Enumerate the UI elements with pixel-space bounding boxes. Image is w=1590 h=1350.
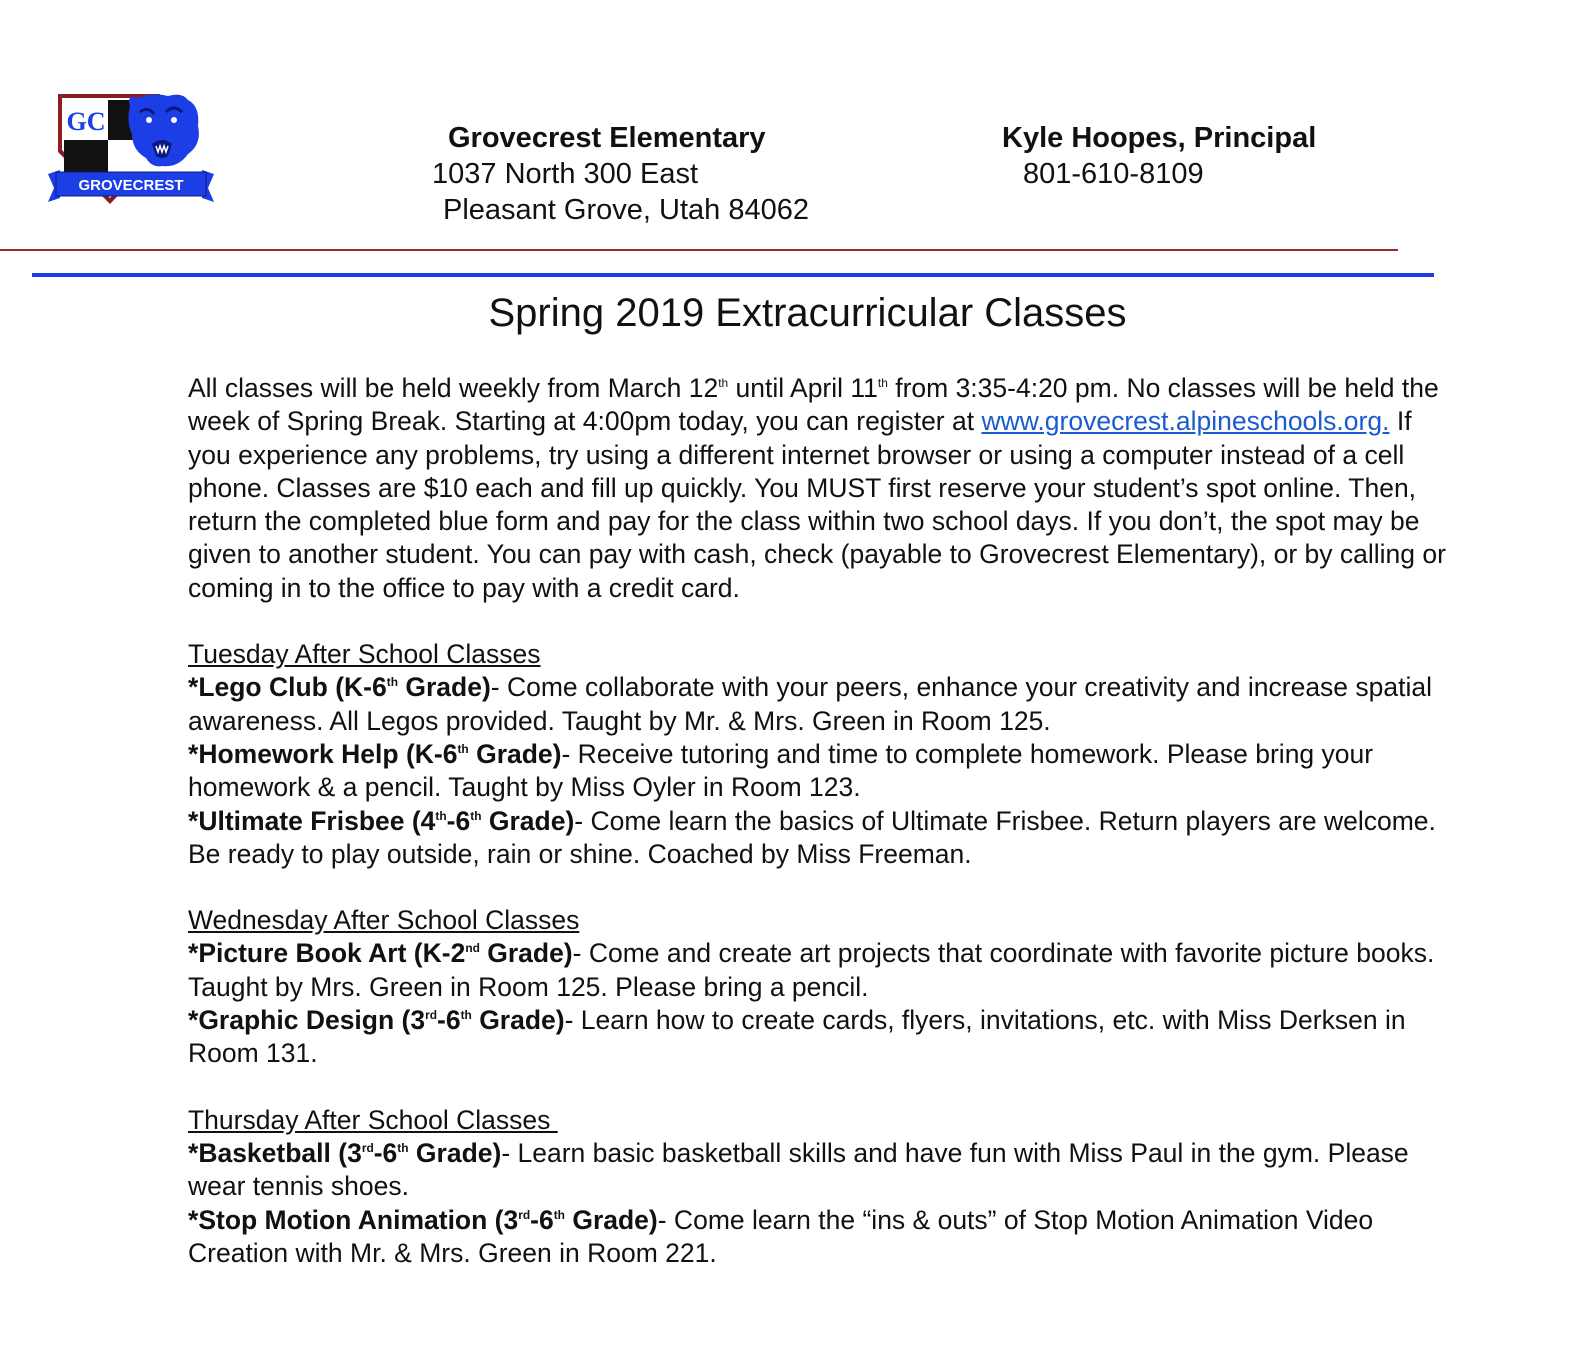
intro-text-1: All classes will be held weekly from March 12 [188,373,719,403]
thursday-heading: Thursday After School Classes [188,1104,558,1135]
tuesday-heading: Tuesday After School Classes [188,639,541,670]
intro-sup-2: th [877,375,888,390]
class-ultimate-frisbee: *Ultimate Frisbee (4th-6th Grade)- Come learn the basics of Ultimate Frisbee. Return players are welcome. Be ready to play outside, rain or shine. Coached by Miss Freeman. [188,805,1436,869]
registration-link[interactable]: www.grovecrest.alpineschools.org. [981,406,1390,437]
class-lego-club: *Lego Club (K-6th Grade)- Come collaborate with your peers, enhance your creativity and increase spatial awareness. All Legos provided. Taught by Mr. & Mrs. Green in Room 125. [188,672,1433,736]
class-basketball: *Basketball (3rd-6th Grade)- Learn basic basketball skills and have fun with Miss Paul in the gym. Please wear tennis shoes. [188,1137,1409,1202]
class-stop-motion-animation: *Stop Motion Animation (3rd-6th Grade)- Come learn the “ins & outs” of Stop Motion Animation Video Creation with Mr. & Mrs. Green in Room 221. [188,1204,1374,1268]
class-homework-help: *Homework Help (K-6th Grade)- Receive tutoring and time to complete homework. Please bring your homework & a pencil. Taught by Miss Oyler in Room 123. [188,738,1374,803]
logo-banner-text: GROVECREST [78,177,184,194]
school-logo [48,92,218,212]
intro-paragraph [188,372,1453,605]
address-line-1: 1037 North 300 East [432,158,699,190]
class-graphic-design: *Graphic Design (3rd-6th Grade)- Learn how to create cards, flyers, invitations, etc. with Miss Derksen in Room 131. [188,1005,1406,1069]
address-line-2: Pleasant Grove, Utah 84062 [443,194,809,226]
intro-text-2: until April 11 [728,373,878,403]
document-body [188,372,1453,1270]
header-divider-blue [32,273,1434,277]
header-divider-red [0,249,1398,251]
intro-text-4: If you experience any problems, try using a different internet browser or using a computer instead of a cell phone. Classes are $10 each and fill up quickly. You MUST first reserve your student’s spot online. Then, return the completed blue form and pay for the class within two school days. If you don’t, the spot may be given to another student. You can pay with cash, check (payable to Grovecrest Elementary), or by calling or coming in to the office to pay with a credit card. [188,406,1446,603]
class-picture-book-art: *Picture Book Art (K-2nd Grade)- Come and create art projects that coordinate with favorite picture books. Taught by Mrs. Green in Room 125. Please bring a pencil. [188,938,1435,1002]
wednesday-heading: Wednesday After School Classes [188,905,580,936]
intro-text-3: from 3:35-4:20 pm. No classes will be held the week of Spring Break. Starting at 4:00pm today, you can register at [188,373,1439,437]
logo-monogram: GC [66,107,106,136]
page-title: Spring 2019 Extracurricular Classes [488,291,1127,335]
principal-name: Kyle Hoopes, Principal [1002,122,1317,154]
school-name: Grovecrest Elementary [448,122,766,154]
phone-number: 801-610-8109 [1023,158,1204,190]
intro-sup-1: th [718,375,729,390]
